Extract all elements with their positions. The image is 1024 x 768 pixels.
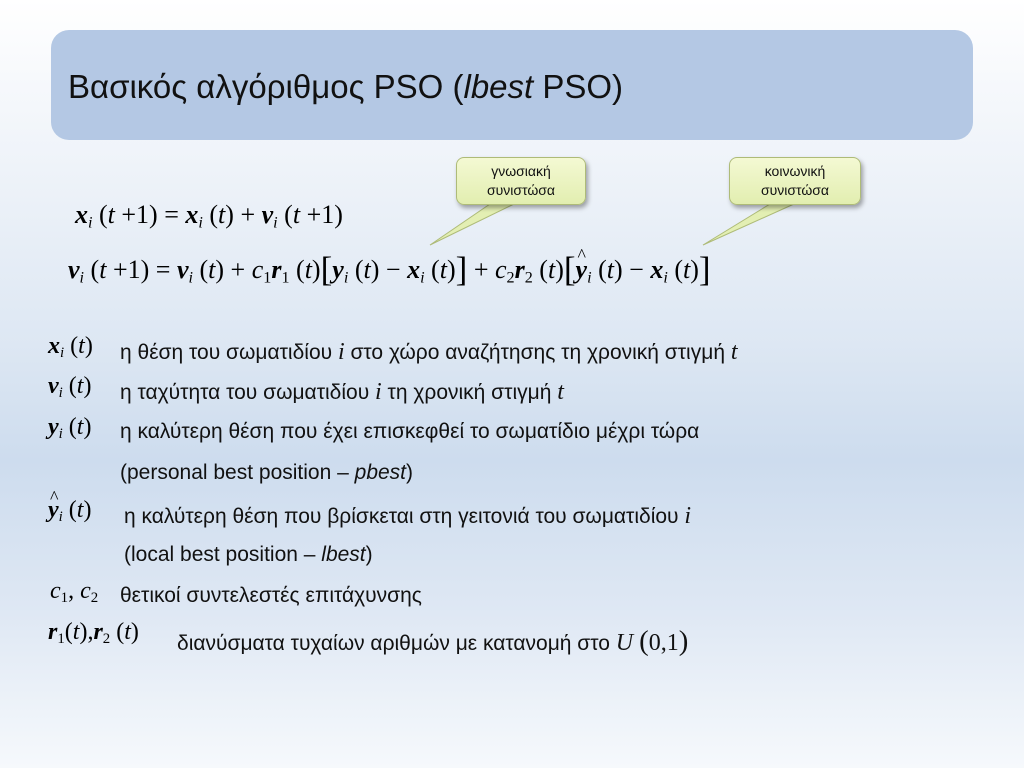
callout-cognitive-component	[456, 157, 586, 205]
callout-social-line1: κοινωνική	[764, 163, 826, 179]
symbol-y-hat-i-t: ^ $y_i$ (t)	[48, 497, 91, 526]
definition-row-velocity	[0, 373, 1024, 413]
definition-row-coefficients	[0, 578, 1024, 618]
definition-text-pbest: η καλύτερη θέση που έχει επισκεφθεί το σωματίδιο μέχρι τώρα	[120, 420, 700, 443]
definition-row-lbest-note	[0, 537, 1024, 577]
var-t: t	[730, 339, 738, 365]
definition-text-random-vectors	[177, 625, 688, 658]
definition-text-coefficients: θετικοί συντελεστές επιτάχυνσης	[120, 584, 422, 607]
title-end-text: PSO)	[533, 68, 624, 105]
lbest-note-end: )	[365, 543, 373, 566]
var-t: t	[557, 379, 564, 405]
definition-text-velocity	[120, 379, 564, 406]
definition-row-pbest-note	[0, 455, 1024, 495]
definition-velocity-text2: τη χρονική στιγμή	[387, 381, 552, 404]
pbest-term: pbest	[354, 461, 407, 484]
symbol-x-i-t: $x_i$ (t)	[48, 333, 93, 362]
symbol-v-i-t: $v_i$ (t)	[48, 373, 92, 402]
title-main-text: Βασικός αλγόριθμος PSO (	[68, 68, 464, 105]
pbest-note-end: )	[406, 461, 414, 484]
title-banner	[51, 30, 973, 140]
callout-social-line2: συνιστώσα	[760, 182, 830, 198]
definition-row-pbest	[0, 414, 1024, 454]
var-i: i	[337, 339, 345, 365]
var-i: i	[684, 503, 692, 529]
callout-tail-social	[703, 204, 794, 245]
uniform-distribution: U (0,1)	[615, 625, 689, 657]
definition-row-lbest	[0, 497, 1024, 537]
var-i: i	[375, 379, 382, 405]
symbol-r1-r2: $r_1(t),r_2$ (t)	[48, 619, 139, 648]
definition-velocity-text: η ταχύτητα του σωματιδίου	[120, 381, 370, 404]
title-italic-text: lbest	[463, 68, 534, 105]
definition-text-lbest	[124, 503, 691, 530]
lbest-note-text: (local best position –	[124, 543, 322, 566]
callout-cognitive-line1: γνωσιακή	[491, 163, 551, 179]
callout-tail-cognitive	[430, 204, 514, 245]
symbol-y-i-t: $y_i$ (t)	[48, 414, 92, 443]
definition-random-text: διανύσματα τυχαίων αριθμών με κατανομή στο	[177, 632, 610, 655]
callout-social-component	[729, 157, 861, 205]
definition-position-text2: στο χώρο αναζήτησης τη χρονική στιγμή	[350, 341, 726, 364]
velocity-update-equation: $v_i$ $(t +1) = v_i$ $(t) + c_1r_1$ $(t)[y_i$ $(t) - x_i$ $(t)] + c_2r_2$ (t)[^ $y_i$ $(t) - x_i$ (t)]	[68, 250, 711, 290]
definition-position-text: η θέση του σωματιδίου	[120, 341, 333, 364]
symbol-c1-c2: $c_1$, $c_2$	[50, 578, 99, 607]
callout-cognitive-line2: συνιστώσα	[486, 182, 556, 198]
slide-title	[68, 68, 623, 106]
definition-row-random-vectors	[0, 619, 1024, 659]
lbest-term: lbest	[321, 543, 366, 566]
pbest-note	[120, 461, 413, 485]
lbest-note	[124, 543, 373, 567]
definition-lbest-text: η καλύτερη θέση που βρίσκεται στη γειτονιά του σωματιδίου	[124, 505, 679, 528]
definition-row-position	[0, 333, 1024, 373]
definition-text-position	[120, 339, 738, 366]
pbest-note-text: (personal best position –	[120, 461, 355, 484]
position-update-equation: $x_i$ $(t +1) = x_i$ $(t) + v_i$ (t +1)	[75, 200, 343, 232]
